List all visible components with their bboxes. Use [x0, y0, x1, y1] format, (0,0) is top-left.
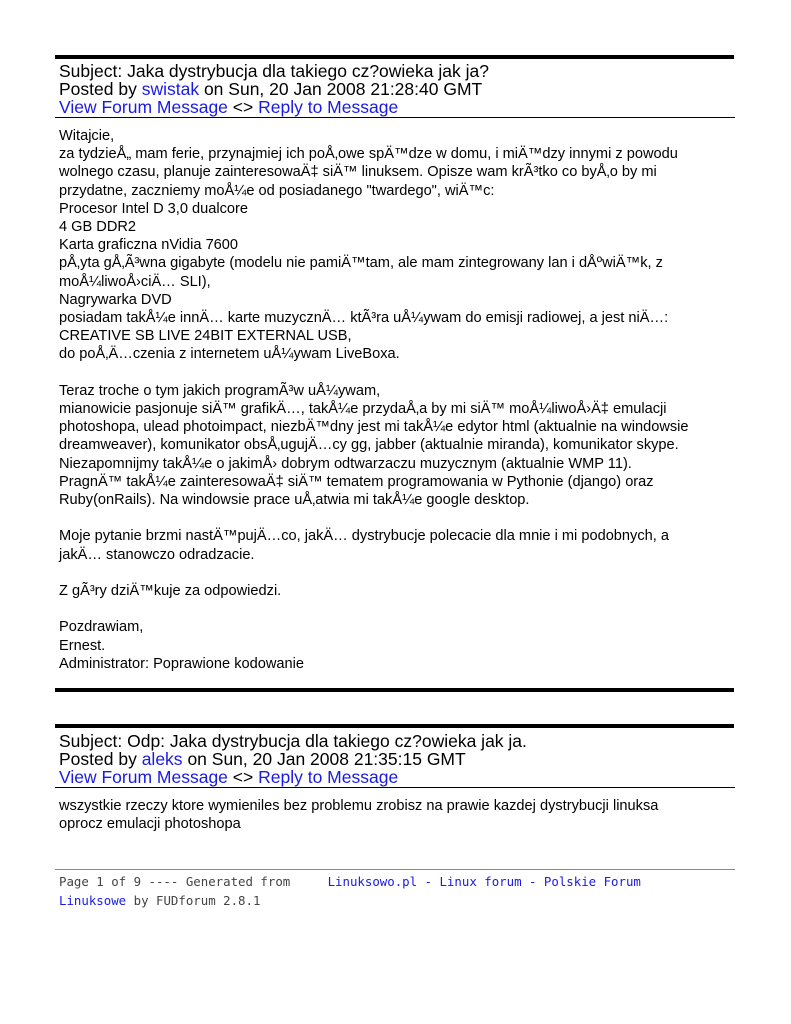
author-link[interactable]: aleks [141, 749, 183, 769]
view-forum-message-link[interactable]: View Forum Message [59, 97, 228, 117]
body-line: oprocz emulacji photoshopa [59, 816, 241, 833]
body-line: Niezapomnijmy takÅ¼e o jakimÅ› dobrym odtwarzaczu muzycznym (aktualnie WMP 11). [59, 455, 632, 472]
paragraph-gap [59, 600, 731, 618]
paragraph-gap [59, 564, 731, 582]
reply-to-message-link[interactable]: Reply to Message [258, 767, 399, 787]
body-line: moÅ¼liwoÅ›ciÄ… SLI), [59, 273, 211, 290]
body-line: photoshopa, ulead photoimpact, niezbÄ™dny jest mi takÅ¼e edytor html (aktualnie na windowsie [59, 419, 689, 436]
paragraph-gap [59, 364, 731, 382]
post-body [59, 127, 731, 673]
post-top-rule [55, 55, 734, 59]
paragraph-gap [59, 509, 731, 527]
forum-link-continued[interactable]: Linuksowe [59, 893, 127, 908]
post-header-divider [55, 117, 735, 118]
body-line: Ernest. [59, 637, 106, 654]
forum-link[interactable]: Linuksowo.pl - Linux forum - Polskie Forum [327, 874, 641, 889]
body-line: posiadam takÅ¼e innÄ… karte muzycznÄ… ktÃ³ra uÅ¼ywam do emisji radiowej, a jest niÄ…: [59, 310, 669, 327]
posted-by-label: Posted by [59, 79, 137, 99]
post-bottom-rule [55, 688, 734, 692]
posted-by-label: Posted by [59, 749, 137, 769]
body-line: Witajcie, [59, 128, 115, 144]
post-subject: Jaka dystrybucja dla takiego cz?owieka jak ja? [127, 61, 489, 81]
body-line: Karta graficzna nVidia 7600 [59, 237, 239, 254]
body-line: wszystkie rzeczy ktore wymieniles bez problemu zrobisz na prawie kazdej dystrybucji linuksa [59, 798, 659, 814]
body-line: Pozdrawiam, [59, 619, 144, 636]
body-line: PragnÄ™ takÅ¼e zainteresowaÄ‡ siÄ™ tematem programowania w Pythonie (django) oraz [59, 473, 654, 490]
body-line: pÅ‚yta gÅ‚Ã³wna gigabyte (modelu nie pamiÄ™tam, ale mam zintegrowany lan i dÅºwiÄ™k, z [59, 255, 663, 272]
reply-to-message-link[interactable]: Reply to Message [258, 97, 399, 117]
on-label: on [187, 749, 207, 769]
body-line: Nagrywarka DVD [59, 291, 172, 308]
body-line: Teraz troche o tym jakich programÃ³w uÅ¼ywam, [59, 382, 381, 399]
body-line: za tydzieÅ„ mam ferie, przynajmiej ich poÅ‚owe spÄ™dze w domu, i miÄ™dzy innymi z powodu [59, 146, 678, 163]
post-date: Sun, 20 Jan 2008 21:28:40 GMT [228, 79, 483, 99]
body-line: Procesor Intel D 3,0 dualcore [59, 200, 249, 217]
body-line: mianowicie pasjonuje siÄ™ grafikÄ…, takÅ¼e przydaÅ‚a by mi siÄ™ moÅ¼liwoÅ›Ä‡ emulacji [59, 401, 667, 418]
subject-label: Subject: [59, 61, 123, 81]
page-info: Page 1 of 9 ---- Generated from [59, 874, 291, 889]
post-date: Sun, 20 Jan 2008 21:35:15 GMT [211, 749, 466, 769]
body-line: dreamweaver), komunikator obsÅ‚ugujÄ…cy gg, jabber (aktualnie miranda), komunikator skype. [59, 437, 679, 454]
body-line: jakÄ… stanowczo odradzacie. [59, 546, 255, 563]
author-link[interactable]: swistak [141, 79, 200, 99]
post-actions [59, 98, 398, 117]
on-label: on [203, 79, 224, 99]
view-forum-message-link[interactable]: View Forum Message [59, 767, 228, 787]
subject-label: Subject: [59, 731, 123, 751]
generator-credit: by FUDforum 2.8.1 [133, 893, 261, 908]
post-top-rule [55, 724, 734, 728]
body-line: do poÅ‚Ä…czenia z internetem uÅ¼ywam LiveBoxa. [59, 346, 400, 363]
post-body [59, 797, 731, 833]
body-line: wolnego czasu, planuje zainteresowaÄ‡ siÄ™ linuksem. Opisze wam krÃ³tko co byÅ‚o by mi [59, 164, 657, 181]
body-line: CREATIVE SB LIVE 24BIT EXTERNAL USB, [59, 328, 352, 345]
body-line: Ruby(onRails). Na windowsie prace uÅ‚atwia mi takÅ¼e google desktop. [59, 492, 530, 509]
link-separator: <> [232, 97, 254, 117]
post-header-divider [55, 787, 735, 788]
body-line: Moje pytanie brzmi nastÄ™pujÄ…co, jakÄ… dystrybucje polecacie dla mnie i mi podobnych, a [59, 528, 669, 545]
page-footer [59, 872, 641, 910]
body-line: 4 GB DDR2 [59, 219, 137, 236]
body-line: przydatne, zaczniemy moÅ¼e od posiadanego "twardego", wiÄ™c: [59, 182, 495, 199]
post-subject: Odp: Jaka dystrybucja dla takiego cz?owieka jak ja. [127, 731, 527, 751]
link-separator: <> [232, 767, 254, 787]
post-actions [59, 768, 398, 787]
footer-divider [55, 869, 735, 870]
body-line: Administrator: Poprawione kodowanie [59, 655, 304, 672]
body-line: Z gÃ³ry dziÄ™kuje za odpowiedzi. [59, 583, 282, 600]
